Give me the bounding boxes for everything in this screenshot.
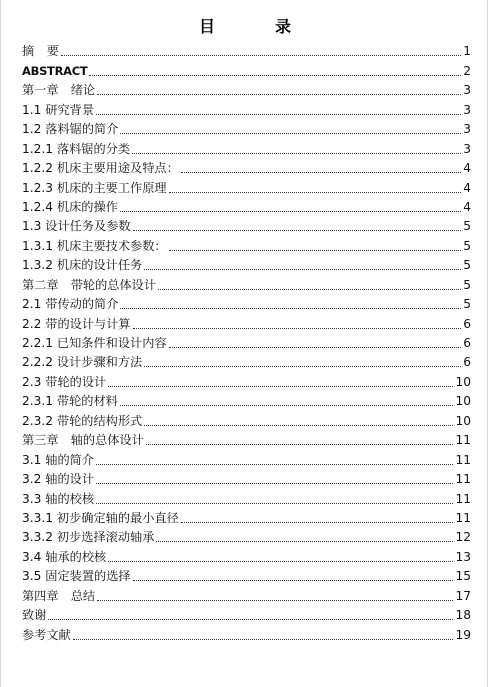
toc-entry-label: 1.1 研究背景: [22, 102, 95, 117]
toc-entry-3-4[interactable]: [22, 545, 471, 564]
toc-entry-1-3[interactable]: [22, 215, 471, 234]
toc-entry-label: 2.2.2 设计步骤和方法: [22, 355, 143, 370]
toc-entry-2-3-2[interactable]: [22, 409, 471, 428]
toc-entry-page: 5: [463, 297, 471, 312]
toc-entry-label: 摘 要: [22, 44, 60, 59]
toc-entry-page: 4: [463, 161, 471, 176]
toc-entry-page: 10: [455, 394, 471, 409]
toc-entry-label: 1.2.2 机床主要用途及特点：: [22, 161, 179, 176]
toc-entry-label: 2.2 带的设计与计算: [22, 316, 131, 331]
toc-entry-label: 第四章 总结: [22, 588, 96, 603]
toc-entry-abstract-cn[interactable]: [22, 40, 471, 59]
toc-entry-label: 第三章 轴的总体设计: [22, 433, 144, 448]
toc-entry-page: 6: [463, 316, 471, 331]
toc-entry-label: 2.2.1 已知条件和设计内容: [22, 336, 167, 350]
toc-entry-1-3-2[interactable]: [22, 254, 471, 273]
toc-leader-dots: [132, 152, 461, 154]
toc-entry-2-2[interactable]: [22, 312, 471, 331]
toc-entry-label: 1.3.2 机床的设计任务: [22, 258, 143, 273]
toc-leader-dots: [96, 463, 453, 465]
toc-leader-dots: [144, 268, 461, 270]
toc-entry-1-2-1[interactable]: [22, 137, 471, 156]
toc-entry-label: 3.2 轴的设计: [22, 472, 95, 487]
toc-entry-label: 1.3 设计任务及参数: [22, 219, 131, 234]
toc-entry-page: 15: [455, 569, 471, 584]
toc-entry-1-2-4[interactable]: [22, 196, 471, 215]
toc-entry-label: 1.2.4 机床的操作: [22, 199, 118, 214]
toc-entry-page: 10: [455, 374, 471, 389]
toc-entry-3-2[interactable]: [22, 468, 471, 487]
toc-entry-page: 5: [463, 238, 471, 253]
toc-entry-page: 11: [455, 491, 471, 506]
toc-entry-chapter-3[interactable]: [22, 429, 471, 448]
toc-entry-chapter-4[interactable]: [22, 584, 471, 603]
toc-entry-3-5[interactable]: [22, 565, 471, 584]
toc-leader-dots: [96, 502, 453, 504]
toc-title: 目 录: [198, 17, 313, 36]
toc-entry-label: 1.2 落料锯的简介: [22, 122, 119, 137]
toc-leader-dots: [181, 171, 461, 173]
toc-entry-chapter-1[interactable]: [22, 79, 471, 98]
toc-entry-page: 6: [463, 355, 471, 370]
toc-entry-page: 11: [455, 433, 471, 448]
toc-entry-page: 3: [463, 122, 471, 137]
toc-entry-page: 11: [455, 510, 471, 525]
toc-leader-dots: [89, 74, 461, 76]
toc-entry-1-2-3[interactable]: [22, 176, 471, 195]
toc-entry-label: 3.3.2 初步选择滚动轴承: [22, 530, 155, 545]
toc-leader-dots: [97, 93, 461, 95]
toc-leader-dots: [108, 560, 453, 562]
toc-leader-dots: [169, 191, 461, 193]
toc-entry-1-1[interactable]: [22, 98, 471, 117]
toc-entry-1-2-2[interactable]: [22, 157, 471, 176]
table-of-contents: [22, 40, 471, 643]
toc-leader-dots: [133, 229, 461, 231]
toc-leader-dots: [96, 482, 453, 484]
toc-entry-label: 1.3.1 机床主要技术参数：: [22, 238, 167, 253]
toc-entry-1-2[interactable]: [22, 118, 471, 137]
toc-entry-page: 1: [463, 44, 471, 59]
toc-entry-label: 2.1 带传动的简介: [22, 297, 119, 312]
toc-entry-label: 2.3 带轮的设计: [22, 374, 107, 389]
toc-entry-label: 2.3.1 带轮的材料: [22, 394, 118, 409]
toc-leader-dots: [146, 443, 454, 445]
toc-entry-2-2-2[interactable]: [22, 351, 471, 370]
toc-leader-dots: [120, 404, 454, 406]
toc-entry-label: 3.5 固定装置的选择: [22, 569, 131, 584]
toc-leader-dots: [169, 249, 461, 251]
toc-entry-page: 10: [455, 413, 471, 428]
toc-leader-dots: [97, 599, 453, 601]
toc-entry-page: 17: [455, 588, 471, 603]
toc-entry-label: 1.2.1 落料锯的分类: [22, 141, 131, 156]
toc-entry-2-3-1[interactable]: [22, 390, 471, 409]
toc-entry-label: 致谢: [22, 608, 47, 623]
toc-entry-page: 4: [463, 199, 471, 214]
toc-entry-page: 5: [463, 277, 471, 292]
toc-entry-chapter-2[interactable]: [22, 273, 471, 292]
toc-leader-dots: [108, 385, 453, 387]
toc-entry-label: ABSTRACT: [22, 63, 88, 78]
toc-entry-label: 3.3.1 初步确定轴的最小直径: [22, 510, 179, 525]
toc-leader-dots: [158, 288, 461, 290]
toc-entry-label: 第一章 绪论: [22, 83, 96, 98]
toc-leader-dots: [181, 521, 454, 523]
toc-entry-page: 13: [455, 549, 471, 564]
toc-entry-label: 1.2.3 机床的主要工作原理: [22, 180, 167, 195]
toc-leader-dots: [169, 346, 461, 348]
toc-leader-dots: [156, 540, 453, 542]
toc-leader-dots: [144, 365, 461, 367]
toc-entry-2-3[interactable]: [22, 370, 471, 389]
toc-entry-1-3-1[interactable]: [22, 234, 471, 253]
toc-leader-dots: [120, 307, 461, 309]
toc-entry-label: 第二章 带轮的总体设计: [22, 277, 157, 292]
toc-entry-page: 11: [455, 472, 471, 487]
toc-entry-page: 3: [463, 141, 471, 156]
toc-entry-page: 12: [455, 530, 471, 545]
toc-entry-abstract-en[interactable]: [22, 59, 471, 78]
toc-leader-dots: [144, 424, 453, 426]
toc-entry-2-2-1[interactable]: [22, 332, 471, 351]
toc-entry-page: 3: [463, 83, 471, 98]
toc-entry-page: 18: [455, 608, 471, 623]
toc-leader-dots: [96, 113, 461, 115]
toc-entry-page: 19: [455, 627, 471, 642]
toc-entry-page: 5: [463, 219, 471, 234]
toc-entry-3-1[interactable]: [22, 448, 471, 467]
toc-leader-dots: [133, 327, 461, 329]
toc-leader-dots: [133, 579, 454, 581]
toc-entry-page: 3: [463, 102, 471, 117]
toc-leader-dots: [61, 54, 461, 56]
toc-entry-3-3-2[interactable]: [22, 526, 471, 545]
toc-entry-3-3[interactable]: [22, 487, 471, 506]
toc-entry-page: 4: [463, 180, 471, 195]
toc-entry-acknowledgement[interactable]: [22, 604, 471, 623]
toc-leader-dots: [73, 638, 454, 640]
toc-leader-dots: [120, 132, 461, 134]
toc-entry-label: 参考文献: [22, 627, 71, 642]
toc-entry-references[interactable]: [22, 623, 471, 642]
toc-entry-page: 2: [463, 63, 471, 78]
toc-leader-dots: [120, 210, 461, 212]
toc-entry-label: 2.3.2 带轮的结构形式: [22, 413, 143, 428]
toc-entry-2-1[interactable]: [22, 293, 471, 312]
toc-entry-page: 5: [463, 258, 471, 273]
toc-entry-page: 6: [463, 336, 471, 350]
toc-entry-page: 11: [455, 452, 471, 467]
toc-entry-3-3-1[interactable]: [22, 507, 471, 526]
toc-entry-label: 3.3 轴的校核: [22, 491, 95, 506]
toc-leader-dots: [48, 618, 453, 620]
toc-entry-label: 3.1 轴的简介: [22, 452, 95, 467]
toc-entry-label: 3.4 轴承的校核: [22, 549, 107, 564]
